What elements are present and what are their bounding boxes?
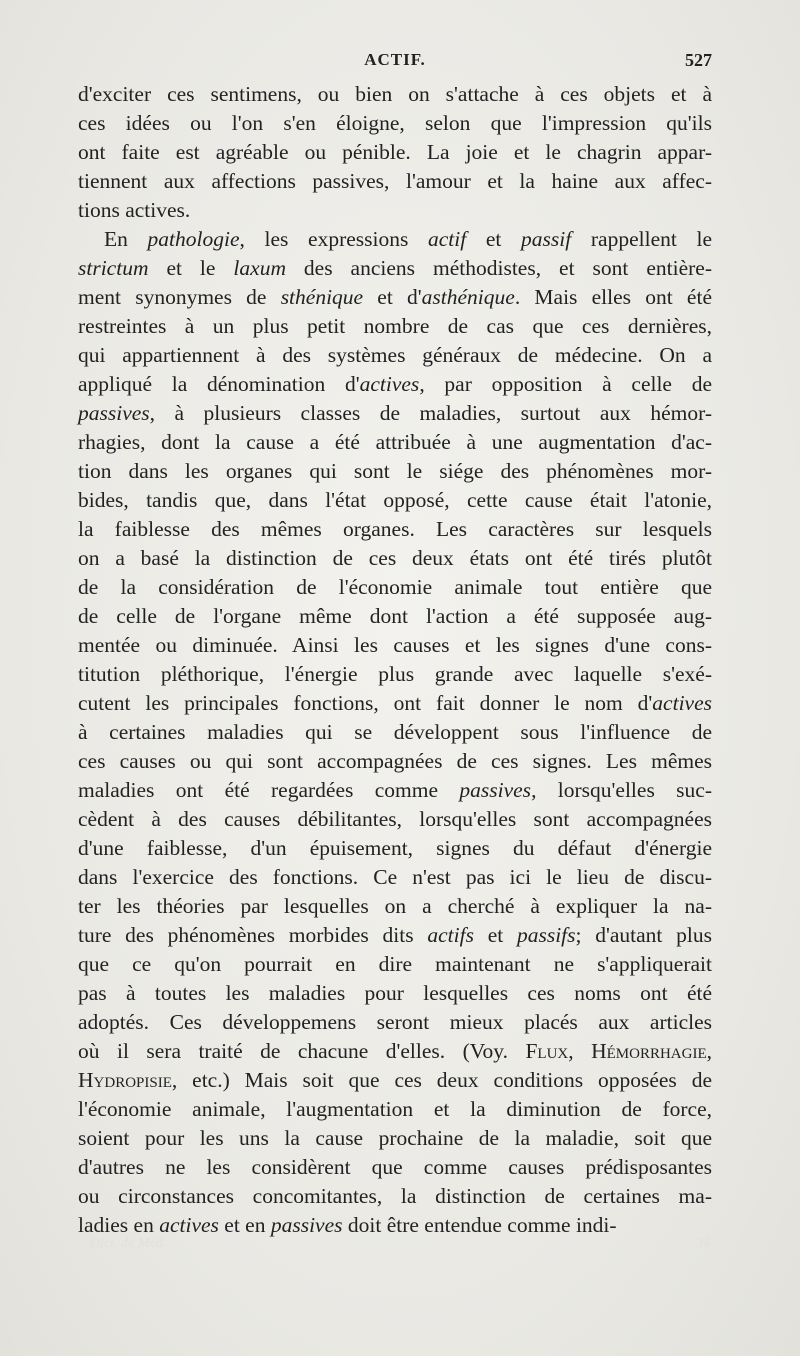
text-line: l'économie animale, l'augmentation et la diminution de force, [78,1097,712,1121]
text-line: ture des phénomènes morbides dits actifs et passifs; d'autant plus [78,923,712,947]
text-line: à certaines maladies qui se développent sous l'influence de [78,720,712,744]
text-line: de celle de l'organe même dont l'action a été supposée aug- [78,604,712,628]
page-number: 527 [685,50,712,70]
page-footer [90,1236,710,1260]
text-line: appliqué la dénomination d'actives, par opposition à celle de [78,372,712,396]
signature-mark: Dict. de Méd. [90,1236,167,1251]
text-line: qui appartiennent à des systèmes généraux de médecine. On a [78,343,712,367]
text-line: la faiblesse des mêmes organes. Les caractères sur lesquels [78,517,712,541]
text-line: mentée ou diminuée. Ainsi les causes et les signes d'une cons- [78,633,712,657]
text-line: d'autres ne les considèrent que comme causes prédisposantes [78,1155,712,1179]
text-line: que ce qu'on pourrait en dire maintenant ne s'appliquerait [78,952,712,976]
text-line: restreintes à un plus petit nombre de cas que ces dernières, [78,314,712,338]
text-line: maladies ont été regardées comme passives, lorsqu'elles suc- [78,778,712,802]
text-line: cèdent à des causes débilitantes, lorsqu'elles sont accompagnées [78,807,712,831]
text-line: d'exciter ces sentimens, ou bien on s'attache à ces objets et à [78,82,712,106]
text-line: ont faite est agréable ou pénible. La joie et le chagrin appar- [78,140,712,164]
text-line: En pathologie, les expressions actif et passif rappellent le [104,227,712,251]
text-line: passives, à plusieurs classes de maladies, surtout aux hémor- [78,401,712,425]
text-line: tions actives. [78,198,191,222]
text-line: strictum et le laxum des anciens méthodistes, et sont entière- [78,256,712,280]
text-line: Hydropisie, etc.) Mais soit que ces deux conditions opposées de [78,1068,712,1092]
text-line: ces idées ou l'on s'en éloigne, selon que l'impression qu'ils [78,111,712,135]
text-line: de la considération de l'économie animale tout entière que [78,575,712,599]
text-line: dans l'exercice des fonctions. Ce n'est pas ici le lieu de discu- [78,865,712,889]
text-line: adoptés. Ces développemens seront mieux placés aux articles [78,1010,712,1034]
text-line: d'une faiblesse, d'un épuisement, signes du défaut d'énergie [78,836,712,860]
text-line: ladies en actives et en passives doit être entendue comme indi- [78,1213,617,1237]
text-line: ment synonymes de sthénique et d'asthénique. Mais elles ont été [78,285,712,309]
signature-number: 34 [696,1236,710,1251]
text-line: ter les théories par lesquelles on a cherché à expliquer la na- [78,894,712,918]
text-line: soient pour les uns la cause prochaine de la maladie, soit que [78,1126,712,1150]
text-line: on a basé la distinction de ces deux états ont été tirés plutôt [78,546,712,570]
text-line: bides, tandis que, dans l'état opposé, cette cause était l'atonie, [78,488,712,512]
text-line: cutent les principales fonctions, ont fait donner le nom d'actives [78,691,712,715]
page-header [78,50,712,74]
running-title: ACTIF. [364,50,426,69]
text-line: pas à toutes les maladies pour lesquelles ces noms ont été [78,981,712,1005]
text-line: titution pléthorique, l'énergie plus grande avec laquelle s'exé- [78,662,712,686]
text-line: où il sera traité de chacune d'elles. (Voy. Flux, Hémorrhagie, [78,1039,712,1063]
text-line: tiennent aux affections passives, l'amour et la haine aux affec- [78,169,712,193]
text-line: tion dans les organes qui sont le siége des phénomènes mor- [78,459,712,483]
body-text [78,80,712,1240]
text-line: ou circonstances concomitantes, la distinction de certaines ma- [78,1184,712,1208]
text-line: ces causes ou qui sont accompagnées de ces signes. Les mêmes [78,749,712,773]
text-line: rhagies, dont la cause a été attribuée à une augmentation d'ac- [78,430,712,454]
